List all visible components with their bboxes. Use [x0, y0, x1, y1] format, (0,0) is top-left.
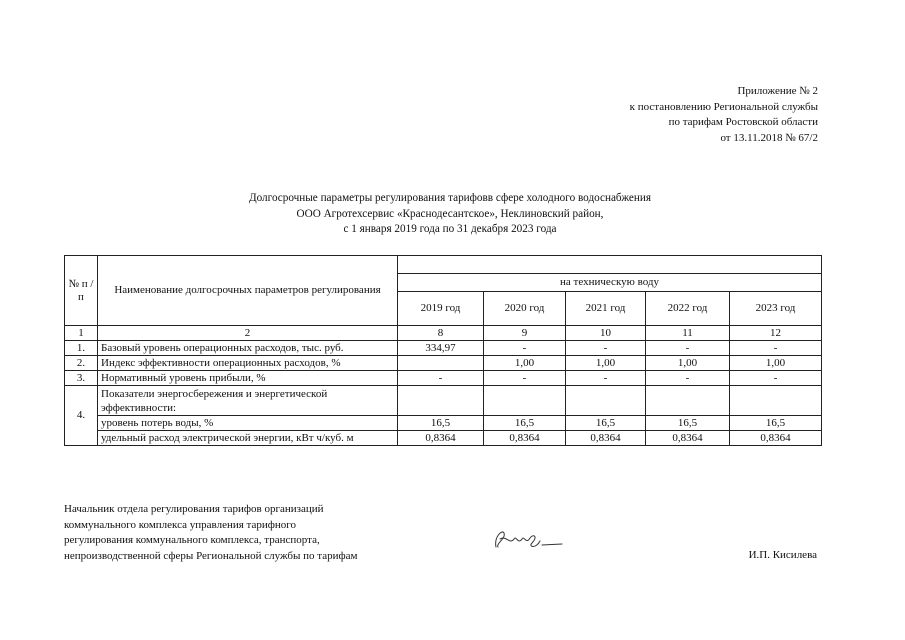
row-num: 4. — [65, 386, 98, 446]
row-num: 2. — [65, 356, 98, 371]
index-cell: 10 — [566, 326, 646, 341]
row-value — [398, 356, 484, 371]
appendix-line-3: по тарифам Ростовской области — [668, 116, 818, 128]
row-value: - — [484, 341, 566, 356]
footer-line-2: коммунального комплекса управления тарифного — [64, 518, 296, 531]
row-value: - — [646, 341, 730, 356]
signatory-position — [64, 502, 357, 564]
title-line-1: Долгосрочные параметры регулирования тарифовв сфере холодного водоснабжения — [248, 192, 652, 204]
row-value — [484, 386, 566, 416]
row-value: 1,00 — [484, 356, 566, 371]
title-line-2: ООО Агротехсервис «Краснодесантское», Неклиновский район, — [296, 207, 604, 220]
header-year: 2019 год — [398, 292, 484, 326]
row-value: 16,5 — [398, 416, 484, 431]
header-year: 2021 год — [566, 292, 646, 326]
row-value: - — [398, 371, 484, 386]
table-row — [65, 416, 822, 431]
row-num: 1. — [65, 341, 98, 356]
header-blank — [398, 256, 822, 274]
row-value — [398, 386, 484, 416]
row-value: 0,8364 — [484, 431, 566, 446]
row-value: 16,5 — [484, 416, 566, 431]
row-name: удельный расход электрической энергии, кВт ч/куб. м — [98, 431, 398, 446]
footer-line-1: Начальник отдела регулирования тарифов организаций — [64, 503, 324, 515]
row-value: 0,8364 — [398, 431, 484, 446]
row-value: 0,8364 — [730, 431, 822, 446]
signer-name: И.П. Кисилева — [748, 549, 817, 561]
row-value: 334,97 — [398, 341, 484, 356]
index-cell: 8 — [398, 326, 484, 341]
footer-line-4: непроизводственной сферы Региональной службы по тарифам — [64, 549, 358, 562]
header-year: 2020 год — [484, 292, 566, 326]
parameters-table — [64, 255, 822, 446]
row-value: - — [730, 341, 822, 356]
index-cell: 2 — [98, 326, 398, 341]
row-value: 1,00 — [730, 356, 822, 371]
index-cell: 12 — [730, 326, 822, 341]
index-cell: 9 — [484, 326, 566, 341]
header-group: на техническую воду — [398, 274, 822, 292]
row-num: 3. — [65, 371, 98, 386]
index-cell: 11 — [646, 326, 730, 341]
footer-line-3: регулирования коммунального комплекса, транспорта, — [64, 534, 320, 546]
row-name: Индекс эффективности операционных расходов, % — [98, 356, 398, 371]
appendix-line-1: Приложение № 2 — [737, 85, 818, 97]
row-value: - — [730, 371, 822, 386]
appendix-line-4: от 13.11.2018 № 67/2 — [720, 131, 818, 144]
appendix-line-2: к постановлению Региональной службы — [629, 100, 818, 113]
row-value — [646, 386, 730, 416]
row-value: 16,5 — [646, 416, 730, 431]
row-name: Базовый уровень операционных расходов, тыс. руб. — [98, 341, 398, 356]
row-value: 16,5 — [566, 416, 646, 431]
row-name: Нормативный уровень прибыли, % — [98, 371, 398, 386]
header-year: 2022 год — [646, 292, 730, 326]
row-value: - — [566, 341, 646, 356]
document-title — [140, 191, 760, 238]
row-value: 1,00 — [646, 356, 730, 371]
row-name: уровень потерь воды, % — [98, 416, 398, 431]
row-value: 16,5 — [730, 416, 822, 431]
row-value: - — [484, 371, 566, 386]
table-row — [65, 386, 822, 416]
row-group-header: Показатели энергосбережения и энергетической эффективности: — [98, 386, 398, 416]
title-line-3: с 1 января 2019 года по 31 декабря 2023 года — [343, 223, 557, 235]
row-value: 1,00 — [566, 356, 646, 371]
row-value — [566, 386, 646, 416]
row-value — [730, 386, 822, 416]
row-value: - — [566, 371, 646, 386]
table-row — [65, 356, 822, 371]
row-value: 0,8364 — [566, 431, 646, 446]
header-year: 2023 год — [730, 292, 822, 326]
table-header-row — [65, 256, 822, 274]
table-row — [65, 341, 822, 356]
appendix-block — [438, 84, 818, 146]
table-row — [65, 371, 822, 386]
row-value: 0,8364 — [646, 431, 730, 446]
signature-image — [490, 525, 580, 551]
table-row — [65, 431, 822, 446]
table-index-row — [65, 326, 822, 341]
header-num: № п /п — [65, 256, 98, 326]
header-name: Наименование долгосрочных параметров регулирования — [98, 256, 398, 326]
index-cell: 1 — [65, 326, 98, 341]
row-value: - — [646, 371, 730, 386]
